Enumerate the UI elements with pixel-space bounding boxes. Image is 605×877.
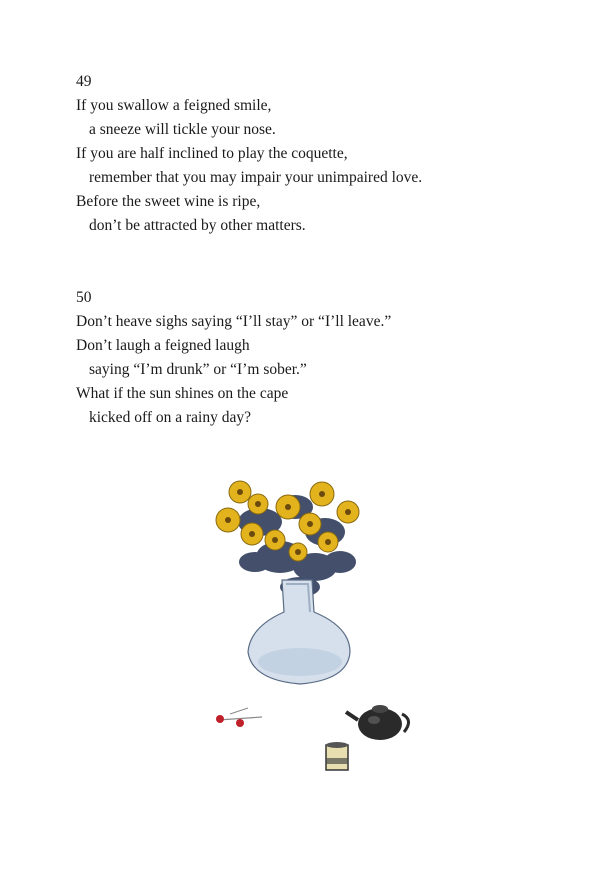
teapot [346,705,409,740]
poem-49 [76,70,576,238]
poem-line: If you swallow a feigned smile, [76,97,272,114]
red-berries [216,708,262,727]
poem-line: What if the sun shines on the cape [76,385,289,402]
poem-line: saying “I’m drunk” or “I’m sober.” [89,361,307,378]
poem-line: Before the sweet wine is ripe, [76,193,261,210]
poem-50 [76,286,576,430]
poem-line: a sneeze will tickle your nose. [89,121,276,138]
poem-line: If you are half inclined to play the coquette, [76,145,348,162]
poem-line: don’t be attracted by other matters. [89,217,306,234]
poem-line: remember that you may impair your unimpaired love. [89,169,423,186]
poem-line: Don’t heave sighs saying “I’ll stay” or “I’ll leave.” [76,313,392,330]
poem-line: Don’t laugh a feigned laugh [76,337,250,354]
vase [248,580,350,684]
tea-cup [326,742,348,770]
still-life-illustration [200,462,430,782]
poem-number: 50 [76,289,92,306]
poem-number: 49 [76,73,92,90]
poem-line: kicked off on a rainy day? [89,409,251,426]
